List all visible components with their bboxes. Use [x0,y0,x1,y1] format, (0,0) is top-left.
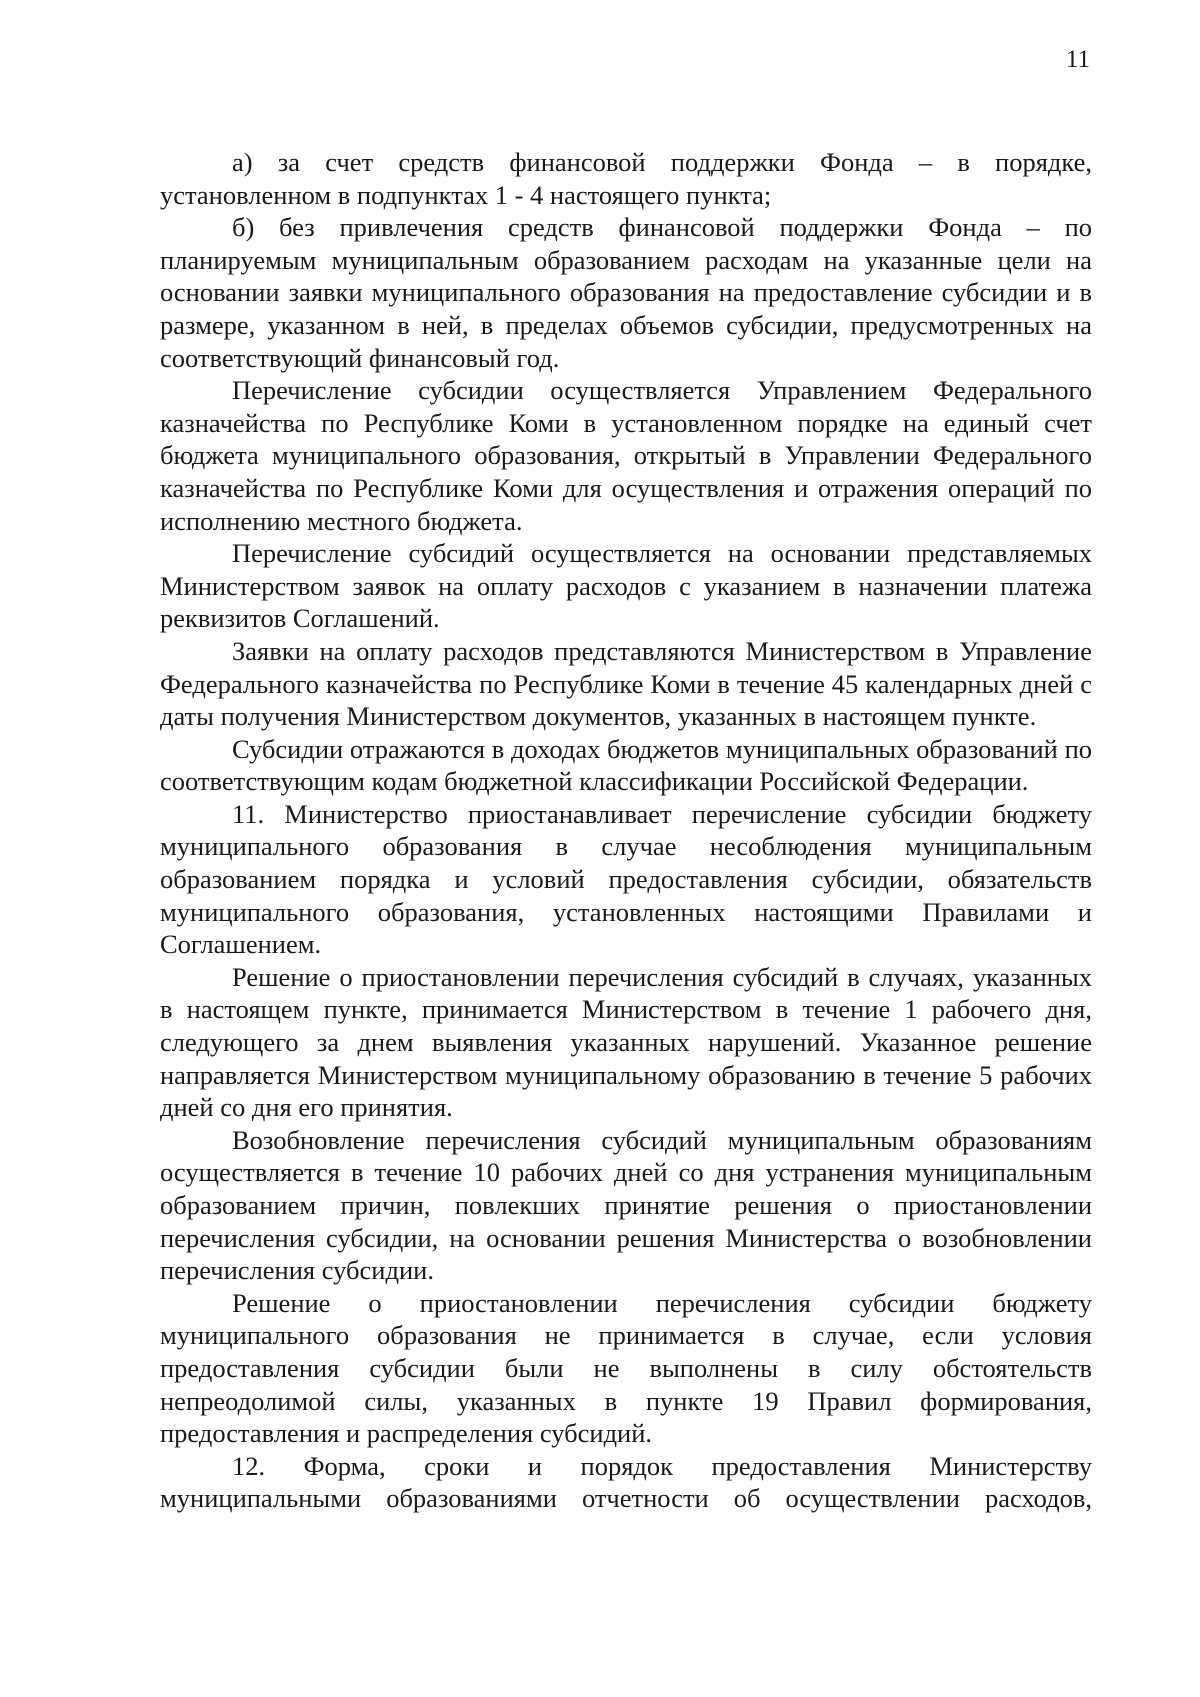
paragraph-transfer-treasury: Перечисление субсидии осуществляется Управлением Федерального казначейства по Республике Коми в установленном порядке на единый счет бюджета муниципального образования, открытый в Управлении Федерального казначейства по Республике Коми для осуществления и отражения операций по исполнению местного бюджета. [160,375,1092,536]
paragraph-resumption: Возобновление перечисления субсидий муниципальным образованиям осуществляется в течение 10 рабочих дней со дня устранения муниципальным образованием причин, повлекших принятие решения о приостановлении перечисления субсидии, на основании решения Министерства о возобновлении перечисления субсидии. [160,1124,1092,1286]
paragraph-force-majeure: Решение о приостановлении перечисления субсидии бюджету муниципального образования не принимается в случае, если условия предоставления субсидии были не выполнены в силу обстоятельств непреодолимой силы, указанных в пункте 19 Правил формирования, предоставления и распределения субсидий. [160,1287,1092,1449]
paragraph-subitem-a: а) за счет средств финансовой поддержки Фонда – в порядке, установленном в подпунктах 1 - 4 настоящего пункта; [160,147,1092,210]
paragraph-payment-requests: Заявки на оплату расходов представляются Министерством в Управление Федерального казначейства по Республике Коми в течение 45 календарных дней с даты получения Министерством документов, указанных в настоящем пункте. [160,635,1092,732]
paragraph-subsidy-accounting: Субсидии отражаются в доходах бюджетов муниципальных образований по соответствующим кодам бюджетной классификации Российской Федерации. [160,733,1092,797]
paragraph-item-11: 11. Министерство приостанавливает перечисление субсидии бюджету муниципального образования в случае несоблюдения муниципальным образованием порядка и условий предоставления субсидии, обязательств муниципального образования, установленных настоящими Правилами и Соглашением. [160,798,1092,960]
document-body [160,146,1092,1515]
paragraph-transfer-basis: Перечисление субсидий осуществляется на основании представляемых Министерством заявок на оплату расходов с указанием в назначении платежа реквизитов Соглашений. [160,538,1092,634]
paragraph-item-12: 12. Форма, сроки и порядок предоставления Министерству муниципальными образованиями отчетности об осуществлении расходов, [160,1450,1092,1514]
paragraph-subitem-b: б) без привлечения средств финансовой поддержки Фонда – по планируемым муниципальным образованием расходам на указанные цели на основании заявки муниципального образования на предоставление субсидии и в размере, указанном в ней, в пределах объемов субсидии, предусмотренных на соответствующий финансовый год. [160,212,1092,373]
page-number: 11 [1065,46,1090,73]
paragraph-suspension-decision: Решение о приостановлении перечисления субсидий в случаях, указанных в настоящем пункте, принимается Министерством в течение 1 рабочего дня, следующего за днем выявления указанных нарушений. Указанное решение направляется Министерством муниципальному образованию в течение 5 рабочих дней со дня его принятия. [160,961,1092,1123]
